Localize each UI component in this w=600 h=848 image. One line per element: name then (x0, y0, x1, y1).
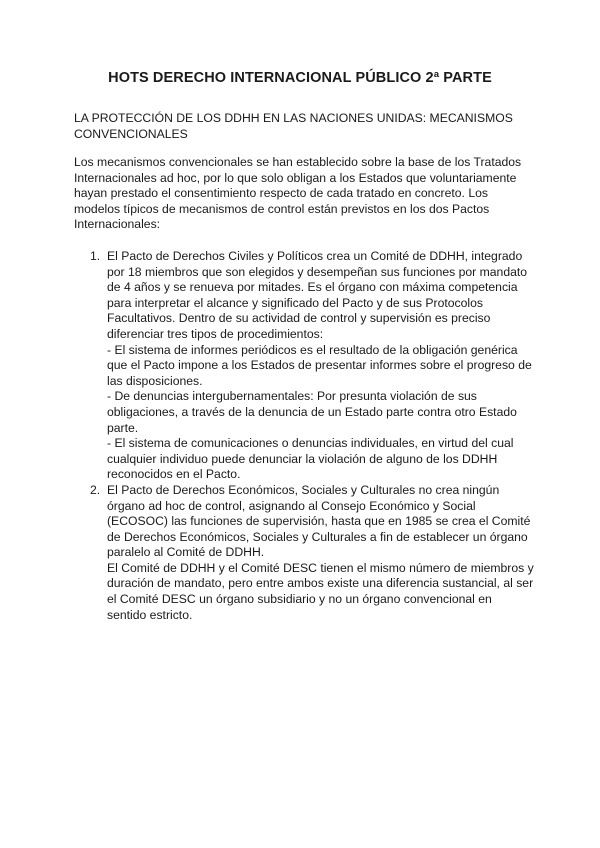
list-item-number: 1. (90, 249, 101, 263)
list-item (74, 249, 534, 483)
procedure-periodic-reports: - El sistema de informes periódicos es el resultado de la obligación genérica que el Pacto impone a los Estados de presentar informes sobre el progreso de las disposiciones. (107, 342, 532, 388)
document-title: HOTS DERECHO INTERNACIONAL PÚBLICO 2ª PARTE (108, 70, 492, 86)
procedure-intergovernmental-complaints: - De denuncias intergubernamentales: Por presunta violación de sus obligaciones, a través de la denuncia de un Estado parte contra otro Estado parte. (107, 389, 517, 435)
list-item (74, 483, 534, 623)
item-paragraph-continued: El Comité de DDHH y el Comité DESC tienen el mismo número de miembros y duración de mandato, pero entre ambos existe una diferencia sustancial, al ser el Comité DESC un órgano subsidiario y no un órgano convencional en sentido estricto. (107, 560, 534, 622)
procedure-individual-communications: - El sistema de comunicaciones o denuncias individuales, en virtud del cual cualquier individuo puede denunciar la violación de alguno de los DDHH reconocidos en el Pacto. (107, 436, 514, 482)
list-item-number: 2. (90, 482, 101, 497)
item-paragraph: El Pacto de Derechos Civiles y Políticos crea un Comité de DDHH, integrado por 18 miembros que son elegidos y desempeñan sus funciones por mandato de 4 años y se renueva por mitades. Es el órgano con máxima competencia para interpretar el alcance y significado del Pacto y de sus Protocolos Facultativos. Dentro de su actividad de control y supervisión es preciso diferenciar tres tipos de procedimientos: (107, 249, 528, 341)
intro-paragraph: Los mecanismos convencionales se han establecido sobre la base de los Tratados Internacionales ad hoc, por lo que solo obligan a los Estados que voluntariamente hayan prestado el consentimiento respecto de cada tratado en concreto. Los modelos típicos de mecanismos de control están previstos en los dos Pactos Internacionales: (74, 155, 522, 232)
section-heading: LA PROTECCIÓN DE LOS DDHH EN LAS NACIONES UNIDAS: MECANISMOS CONVENCIONALES (74, 111, 513, 141)
list-item-body (107, 483, 534, 623)
item-paragraph: El Pacto de Derechos Económicos, Sociales y Culturales no crea ningún órgano ad hoc de control, asignando al Consejo Económico y Social (ECOSOC) las funciones de supervisión, hasta que en 1985 se crea el Comité de Derechos Económicos, Sociales y Culturales a fin de establecer un órgano paralelo al Comité de DDHH. (107, 482, 531, 560)
numbered-list (74, 249, 534, 623)
list-item-body (107, 249, 534, 483)
